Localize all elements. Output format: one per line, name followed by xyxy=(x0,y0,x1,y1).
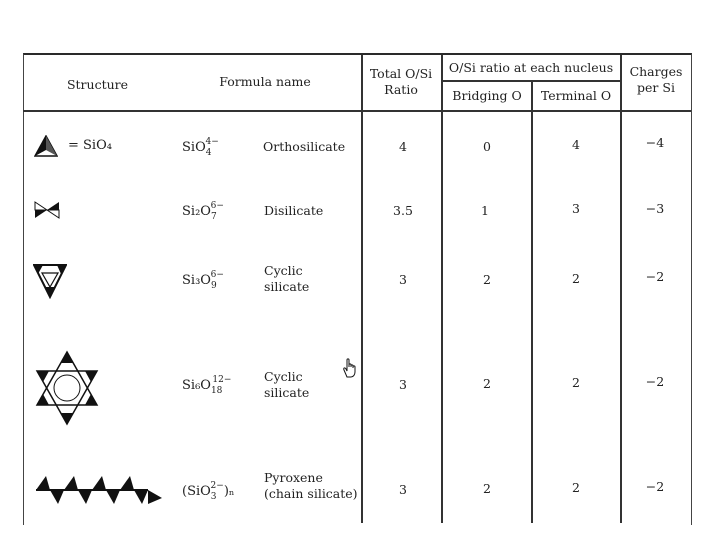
chain-icon xyxy=(34,470,164,510)
charge: −2 xyxy=(645,479,665,494)
three-ring-icon xyxy=(33,263,67,299)
total-ratio: 4 xyxy=(399,139,407,154)
name: Pyroxene xyxy=(264,470,323,485)
bridging: 2 xyxy=(483,376,491,391)
charge: −2 xyxy=(645,269,665,284)
six-ring-icon xyxy=(34,350,100,426)
silicate-table xyxy=(23,53,692,525)
terminal: 2 xyxy=(572,271,580,286)
header-structure: Structure xyxy=(66,77,129,92)
total-ratio: 3 xyxy=(399,377,407,392)
divider xyxy=(620,55,622,523)
header-charges-1: Charges xyxy=(629,64,683,79)
charge: −4 xyxy=(645,135,665,150)
divider xyxy=(361,55,363,523)
divider xyxy=(23,110,691,112)
bridging: 2 xyxy=(483,481,491,496)
bridging: 1 xyxy=(481,203,489,218)
divider xyxy=(531,81,533,523)
name: (chain silicate) xyxy=(264,486,358,501)
divider xyxy=(442,80,620,82)
header-charges-2: per Si xyxy=(637,80,675,95)
structure-label: = SiO₄ xyxy=(68,138,112,153)
header-total-ratio-1: Total O/Si xyxy=(369,66,433,81)
tetrahedron-icon xyxy=(34,135,58,157)
name: Cyclic xyxy=(264,263,303,278)
name: Cyclic xyxy=(264,369,303,384)
formula: (SiO$_3^{2-}$)ₙ xyxy=(182,481,235,502)
name: Disilicate xyxy=(264,203,324,218)
terminal: 4 xyxy=(572,137,580,152)
formula: $Si_3O_9^{6-}$ xyxy=(182,270,224,291)
total-ratio: 3 xyxy=(399,482,407,497)
name: silicate xyxy=(264,279,310,294)
terminal: 2 xyxy=(572,375,580,390)
hand-cursor-icon xyxy=(340,357,360,379)
header-nucleus-ratio: O/Si ratio at each nucleus xyxy=(448,60,614,75)
total-ratio: 3 xyxy=(399,272,407,287)
formula: $Si_6O_{18}^{12-}$ xyxy=(182,375,232,396)
charge: −2 xyxy=(645,374,665,389)
header-bridging: Bridging O xyxy=(452,88,522,103)
terminal: 3 xyxy=(572,201,580,216)
header-terminal: Terminal O xyxy=(540,88,612,103)
name: Orthosilicate xyxy=(263,139,346,154)
header-total-ratio-2: Ratio xyxy=(384,82,418,97)
total-ratio: 3.5 xyxy=(393,203,413,218)
terminal: 2 xyxy=(572,480,580,495)
name: silicate xyxy=(264,385,310,400)
formula: SiO$_4^{4-}$ xyxy=(182,137,219,158)
double-tetrahedron-icon xyxy=(34,200,60,220)
divider xyxy=(441,55,443,523)
header-formula-name: Formula name xyxy=(219,74,311,89)
formula: $Si_2O_7^{6-}$ xyxy=(182,201,224,222)
charge: −3 xyxy=(645,201,665,216)
bridging: 2 xyxy=(483,272,491,287)
bridging: 0 xyxy=(483,139,491,154)
